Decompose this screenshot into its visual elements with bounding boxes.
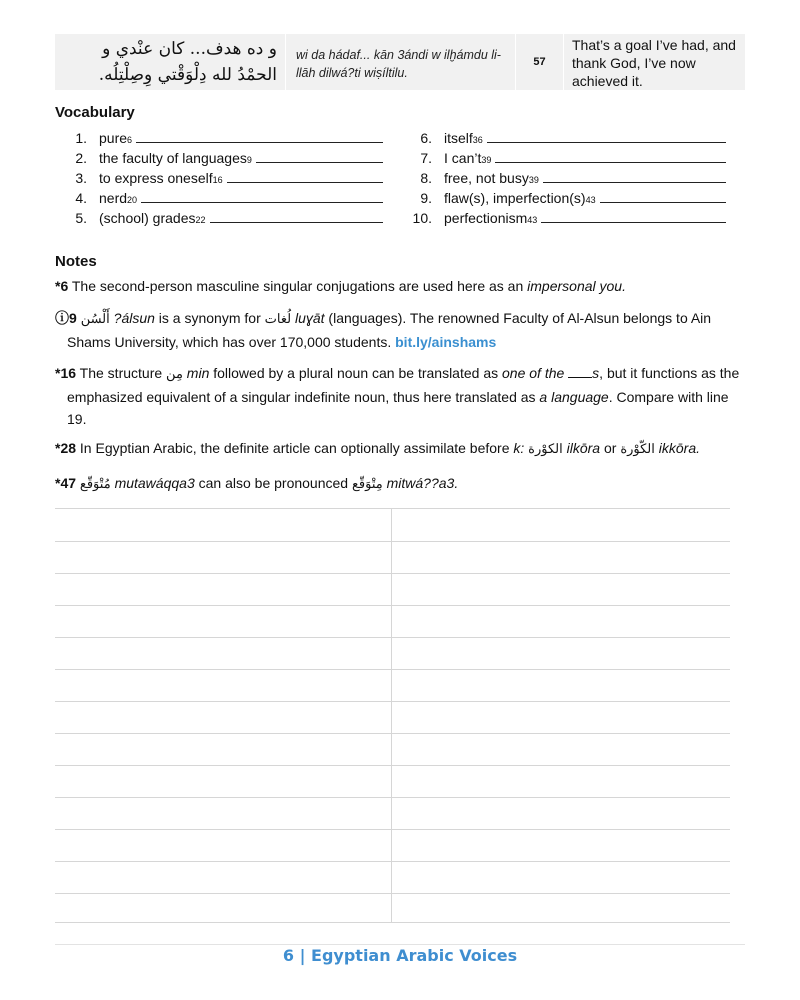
note-6: *6 The second-person masculine singular conjugations are used here as an impersonal you. bbox=[55, 278, 626, 294]
arabic-word: لُغات bbox=[264, 312, 292, 327]
note-marker: ⓘ9 bbox=[55, 310, 77, 326]
english-translation: That’s a goal I’ve had, and thank God, I’ve now achieved it. bbox=[563, 34, 745, 90]
grid-line bbox=[55, 669, 730, 670]
grid-line bbox=[55, 701, 730, 702]
vocab-term: itself bbox=[444, 130, 473, 146]
grid-line bbox=[55, 797, 730, 798]
page-number: 6 bbox=[282, 946, 295, 965]
footer-separator: | bbox=[299, 946, 306, 965]
notes-heading: Notes bbox=[55, 253, 97, 270]
vocab-term: perfectionism bbox=[444, 210, 528, 226]
vocab-item: 8. free, not busy 39 bbox=[410, 168, 726, 188]
answer-blank[interactable] bbox=[210, 209, 383, 223]
arabic-word: أَلْسُن bbox=[80, 312, 110, 327]
vocab-item: 5. (school) grades 22 bbox=[65, 208, 383, 228]
note-9: ⓘ9 أَلْسُن ?álsun is a synonym for لُغات luɣāt (languages). The renowned Faculty of Al-Alsun belongs to Ain Shams University, which has over 170,000 students. bit.ly/ainshams bbox=[55, 310, 712, 350]
vocab-item: 4. nerd 20 bbox=[65, 188, 383, 208]
grid-line bbox=[55, 829, 730, 830]
fill-blank bbox=[568, 366, 592, 378]
note-marker: *47 bbox=[55, 475, 77, 491]
grid-line bbox=[55, 605, 730, 606]
grid-line bbox=[55, 637, 730, 638]
vocabulary-left-column bbox=[65, 128, 383, 228]
vocabulary-right-column bbox=[410, 128, 726, 228]
book-title: Egyptian Arabic Voices bbox=[311, 946, 518, 965]
arabic-word: الكوْرة bbox=[528, 442, 563, 457]
page-footer bbox=[0, 946, 800, 965]
arabic-word: مِن bbox=[166, 367, 183, 382]
note-28: *28 In Egyptian Arabic, the definite article can optionally assimilate before k: الكوْرة ilkōra or الكّوْرة ikkōra. bbox=[55, 440, 701, 457]
arabic-word: مُتْوَقّع bbox=[79, 477, 111, 492]
vocab-term: pure bbox=[99, 130, 128, 146]
vocab-term: the faculty of languages bbox=[99, 150, 247, 166]
grid-line bbox=[55, 861, 730, 862]
answer-blank[interactable] bbox=[543, 169, 726, 183]
vocab-item: 10. perfectionism 43 bbox=[410, 208, 726, 228]
vocabulary-heading: Vocabulary bbox=[55, 104, 135, 121]
dialogue-row bbox=[55, 34, 745, 90]
grid-divider bbox=[391, 509, 392, 923]
grid-line bbox=[55, 541, 730, 542]
vocab-term: nerd bbox=[99, 190, 128, 206]
vocab-item: 9. flaw(s), imperfection(s) 43 bbox=[410, 188, 726, 208]
arabic-word: الكّوْرة bbox=[620, 442, 655, 457]
answer-blank[interactable] bbox=[256, 149, 383, 163]
grid-line bbox=[55, 733, 730, 734]
vocab-item: 1. pure 6 bbox=[65, 128, 383, 148]
answer-blank[interactable] bbox=[136, 129, 383, 143]
line-number: 57 bbox=[515, 34, 563, 90]
answer-blank[interactable] bbox=[487, 129, 726, 143]
grid-line bbox=[55, 573, 730, 574]
note-16: *16 The structure مِن min followed by a plural noun can be translated as one of the s, but it functions as the emphasized equivalent of a singular indefinite noun, thus here translated as a language. Compare with line 19. bbox=[55, 365, 740, 427]
answer-blank[interactable] bbox=[541, 209, 726, 223]
vocab-item: 6. itself 36 bbox=[410, 128, 726, 148]
grid-line bbox=[55, 922, 730, 923]
note-marker: *28 bbox=[55, 440, 77, 456]
vocab-item: 7. I can’t 39 bbox=[410, 148, 726, 168]
answer-blank[interactable] bbox=[227, 169, 383, 183]
arabic-line: و ده هدف... كان عنْدي و الحمْدُ لله دِلْوَقْتي وِصِلْتِلُه. bbox=[98, 39, 277, 85]
answer-blank[interactable] bbox=[600, 189, 726, 203]
answer-blank[interactable] bbox=[141, 189, 383, 203]
note-marker: *16 bbox=[55, 365, 77, 381]
transliteration-line: wi da hádaf... kān 3ándi w ilḫámdu li-llāh dilwá?ti wiṣíltilu. bbox=[285, 34, 515, 90]
vocab-item: 3. to express oneself 16 bbox=[65, 168, 383, 188]
vocab-term: to express oneself bbox=[99, 170, 213, 186]
grid-line bbox=[55, 765, 730, 766]
footer-rule bbox=[55, 944, 745, 945]
answer-blank[interactable] bbox=[495, 149, 726, 163]
vocab-item: 2. the faculty of languages 9 bbox=[65, 148, 383, 168]
vocab-term: (school) grades bbox=[99, 210, 196, 226]
note-47: *47 مُتْوَقّع mutawáqqa3 can also be pronounced مِتْوَقّع mitwá??a3. bbox=[55, 475, 459, 492]
arabic-word: مِتْوَقّع bbox=[351, 477, 383, 492]
vocab-term: I can’t bbox=[444, 150, 482, 166]
vocab-term: free, not busy bbox=[444, 170, 529, 186]
writing-grid[interactable] bbox=[55, 508, 730, 922]
note-marker: *6 bbox=[55, 278, 69, 294]
ainshams-link[interactable]: bit.ly/ainshams bbox=[395, 334, 497, 350]
grid-line bbox=[55, 893, 730, 894]
vocab-term: flaw(s), imperfection(s) bbox=[444, 190, 586, 206]
